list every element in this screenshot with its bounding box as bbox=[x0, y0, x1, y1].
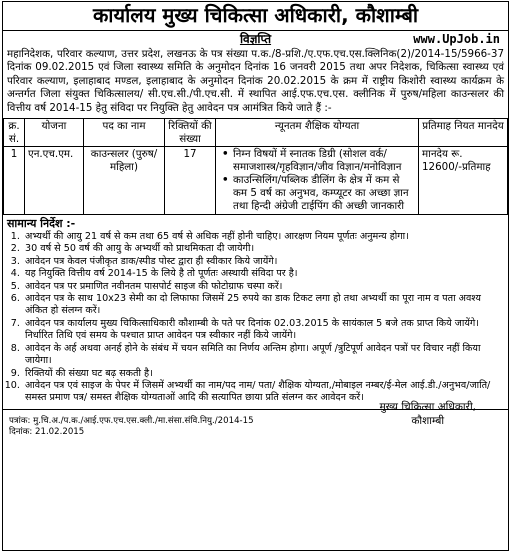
signature-place: कौशाम्बी bbox=[411, 414, 445, 427]
cell-honorarium: मानदेय रू. 12600/-प्रतिमाह bbox=[419, 147, 508, 215]
notice-document bbox=[2, 1, 509, 551]
header-sn: क्र. सं. bbox=[4, 119, 25, 147]
header-qualification: न्यूनतम शैक्षिक योग्यता bbox=[216, 119, 419, 147]
cell-post: काउन्सलर (पुरुष/महिला) bbox=[84, 147, 165, 215]
table-row bbox=[4, 147, 508, 215]
cell-qualification bbox=[216, 147, 419, 215]
cell-sn: 1 bbox=[4, 147, 25, 215]
condition-item: 8. आवेदन के अर्ह अथवा अनर्ह होने के संबंध में चयन समिति का निर्णय अन्तिम होगा। अपूर्ण /त्रुटिपूर्ण आवेदन पत्रों पर विचार नहीं किया जायेगा। bbox=[23, 343, 504, 368]
vacancy-table bbox=[3, 118, 508, 215]
header-vacancies: रिक्तियों की संख्या bbox=[165, 119, 216, 147]
qualification-item: • निम्न विषयों में स्नातक डिग्री (सोशल वर्क/ समाजशास्त्र/गृहविज्ञान/जीव विज्ञान/मनोविज्ञान bbox=[233, 148, 415, 174]
header-honorarium: प्रतिमाह नियत मानदेय bbox=[419, 119, 508, 147]
condition-item: 7. आवेदन पत्र कार्यालय मुख्य चिकित्साधिकारी कौशाम्बी के पते पर दिनांक 02.03.2015 के सायंकाल 5 बजे तक प्राप्त किये जायेंगे। निर्धारित तिथि एवं समय के पश्चात प्राप्त आवेदन पत्र स्वीकार नहीं किये जायेंगे। bbox=[23, 318, 504, 343]
conditions-heading: सामान्य निर्देश :- bbox=[7, 217, 76, 231]
condition-item: 9. रिक्तियों की संख्या घट बढ़ सकती है। bbox=[23, 368, 504, 380]
header-post: पद का नाम bbox=[84, 119, 165, 147]
qualification-item: • काउन्सिलिंग/पब्लिक डीलिंग के क्षेत्र में कम से कम 5 वर्ष का अनुभव, कम्प्यूटर का अच्छा ज्ञान तथा हिन्दी अंग्रेजी टाईपिंग की अच्छी जानकारी bbox=[233, 174, 415, 213]
office-title: कार्यालय मुख्य चिकित्सा अधिकारी, कौशाम्बी bbox=[3, 2, 508, 31]
condition-item: 2. 30 वर्ष से 50 वर्ष की आयु के अभ्यर्थी को प्राथमिकता दी जायेगी। bbox=[23, 243, 504, 255]
footer bbox=[3, 400, 508, 450]
condition-item: 1. अभ्यर्थी की आयु 21 वर्ष से कम तथा 65 वर्ष से अधिक नहीं होनी चाहिए। आरक्षण नियम पूर्णतः अनुमन्य होगा। bbox=[23, 231, 504, 243]
conditions-list bbox=[3, 231, 504, 405]
intro-paragraph: महानिदेशक, परिवार कल्याण, उत्तर प्रदेश, लखनऊ के पत्र संख्या प.क./8-प्रशि./ए.एफ.एच.एस.क्लिनिक(2)/2014-15/5966-37 दिनांक 09.02.2015 एवं जिला स्वास्थ्य समिति के अनुमोदन दिनांक 16 जनवरी 2015 तथा अपर निदेशक, चिकित्सा स्वास्थ्य एवं परिवार कल्याण, इलाहाबाद मण्डल, इलाहाबाद के अनुमोदन दिनांक 20.02.2015 के क्रम में राष्ट्रीय किशोरी स्वास्थ्य कार्यक्रम के अन्तर्गत जिला संयुक्त चिकित्सालय/ सी.एच.सी./पी.एच.सी. में स्थापित आई.एफ.एच.एस. क्लीनिक में पुरुष/महिला काउन्सलर की वित्तीय वर्ष 2014-15 हेतु संविदा पर नियुक्ति हेतु आवेदन पत्र आमंत्रित किये जाते हैं :- bbox=[7, 48, 504, 114]
cell-vacancies: 17 bbox=[165, 147, 216, 215]
website-watermark: www.UpJob.in bbox=[413, 32, 500, 46]
header-scheme: योजना bbox=[25, 119, 84, 147]
memo-number: पत्रांक: मु.चि.अ./प.क./आई.एफ.एच.एस.क्ली./मा.संसा.संवि.नियु./2014-15 bbox=[9, 415, 254, 426]
condition-item: 6. आवेदन पत्र के साथ 10x23 सेमी का दो लिफाफा जिसमें 25 रुपये का डाक टिकट लगा हो तथा अभ्यर्थी का पूरा नाम व पता अवश्य अंकित हो संलग्न करें। bbox=[23, 293, 504, 318]
cell-scheme: एन.एच.एम. bbox=[25, 147, 84, 215]
signature-block bbox=[379, 400, 476, 428]
condition-item: 5. आवेदन पत्र पर प्रमाणित नवीनतम पासपोर्ट साइज की फोटोग्राफ चस्पा करें। bbox=[23, 281, 504, 293]
memo-reference bbox=[9, 416, 254, 438]
table-header-row bbox=[4, 119, 508, 147]
condition-item: 3. आवेदन पत्र केवल पंजीकृत डाक/स्पीड पोस्ट द्वारा ही स्वीकार किये जायेंगे। bbox=[23, 256, 504, 268]
qualification-list bbox=[219, 148, 415, 213]
notice-title: विज्ञप्ति bbox=[239, 32, 272, 46]
condition-item: 4. यह नियुक्ति वित्तीय वर्ष 2014-15 के लिये है तो पूर्णतः अस्थायी संविदा पर है। bbox=[23, 268, 504, 280]
condition-item: 10. आवेदन पत्र एवं साइज के पेपर में जिसमें अभ्यर्थी का नाम/पद नाम/ पता/ शैक्षिक योग्यता,/मोबाइल नम्बर/ई-मेल आई.डी./अनुभव/जाति/समस्त प्रमाण पत्र/ समस्त शैक्षिक योग्यताओं आदि की सत्यापित छाया प्रति संलग्न कर आवेदन करें। bbox=[23, 380, 504, 405]
signature-title: मुख्य चिकित्सा अधिकारी, bbox=[379, 400, 476, 413]
memo-date: दिनांक: 21.02.2015 bbox=[9, 426, 85, 437]
